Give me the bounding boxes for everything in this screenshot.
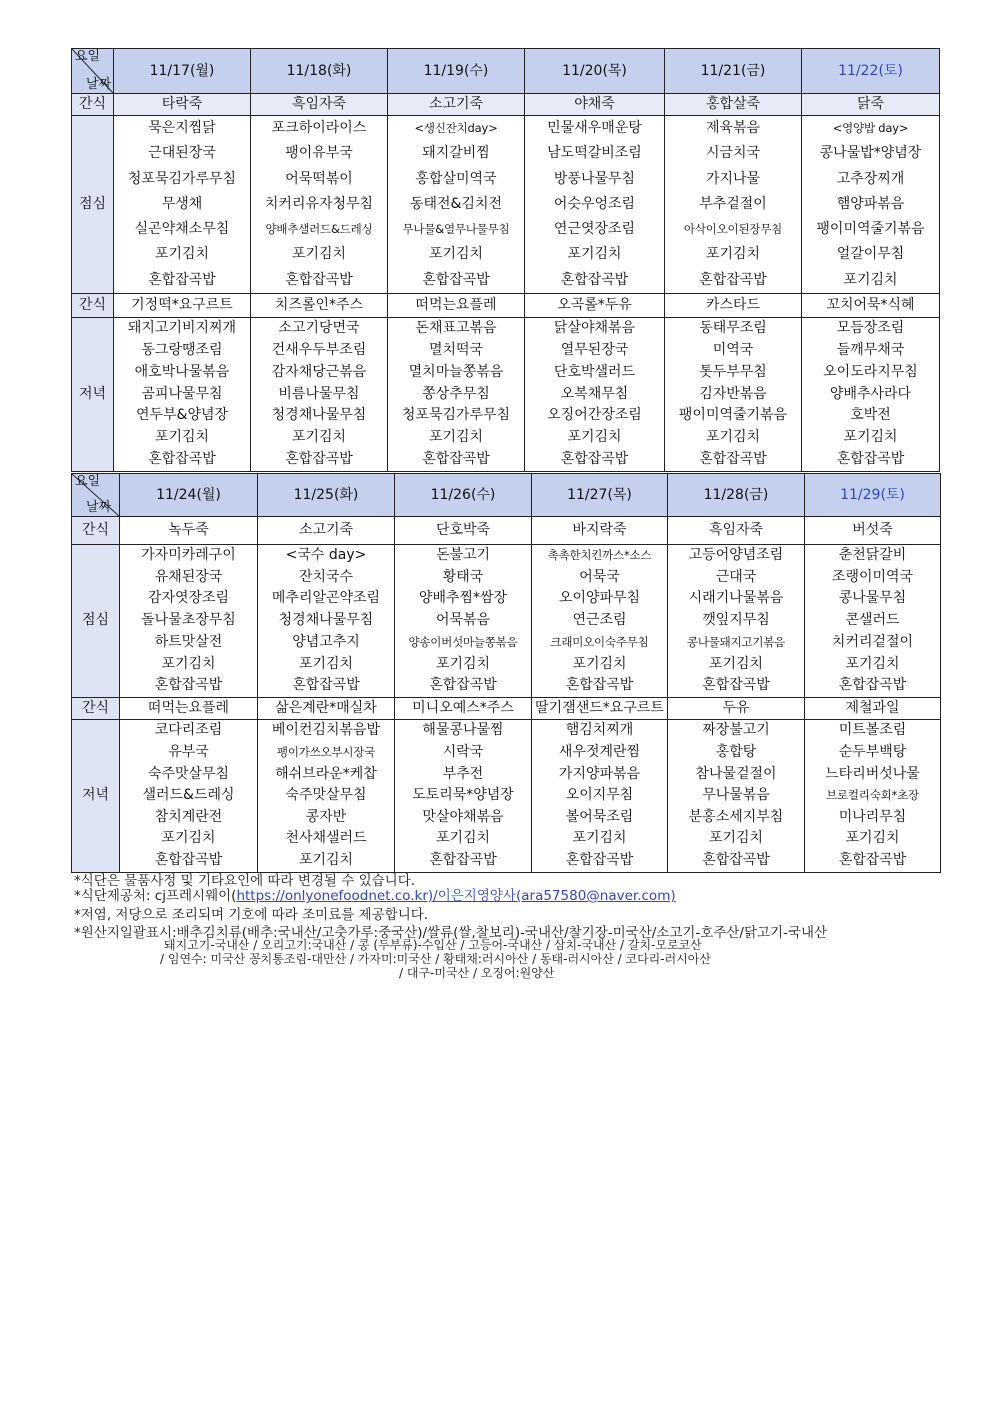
menu-item: 포기김치 — [154, 429, 210, 446]
date-header: 11/25(화) — [258, 474, 395, 517]
menu-item: 오이지무침 — [565, 787, 634, 804]
menu-item: 숙주맛살무침 — [147, 765, 230, 782]
menu-item: 고추장찌개 — [836, 170, 905, 187]
menu-item: 포기김치 — [298, 851, 354, 868]
menu-item: 김자반볶음 — [699, 385, 767, 402]
menu-item: 홍합탕 — [715, 743, 757, 760]
row-label-snack: 간식 — [72, 697, 120, 719]
row-label-dinner: 저녁 — [72, 719, 120, 872]
menu-item: 포기김치 — [567, 246, 622, 263]
menu-item: <영양밥 day> — [832, 121, 909, 135]
menu-item: 혼합잡곡밥 — [836, 451, 905, 468]
menu-item: 포기김치 — [154, 246, 210, 263]
menu-item: 팽이유부국 — [285, 145, 353, 162]
dinner-cell — [395, 719, 532, 872]
dinner-cell — [120, 719, 258, 872]
snack-cell: 흑임자죽 — [668, 517, 805, 545]
menu-item: 멸치떡국 — [428, 342, 484, 359]
snack-cell: 바지락죽 — [532, 517, 668, 545]
menu-item: 숙주맛살무침 — [285, 787, 367, 804]
menu-item: 양념고추지 — [292, 633, 360, 650]
menu-item: 멸치마늘쫑볶음 — [408, 363, 504, 380]
menu-item: 감자엿장조림 — [147, 590, 230, 607]
menu-item: 콩자반 — [305, 808, 347, 825]
menu-item: 혼합잡곡밥 — [429, 851, 497, 868]
menu-item: 어묵국 — [579, 568, 620, 585]
menu-item: 포기김치 — [843, 271, 898, 288]
snack-cell: 꼬치어묵*식혜 — [802, 294, 940, 318]
date-header-saturday: 11/22(토) — [802, 49, 940, 94]
menu-item: 팽이미역줄기볶음 — [816, 221, 925, 238]
snack-cell: 야채죽 — [525, 94, 665, 116]
note-provider — [74, 884, 676, 904]
menu-item: 분홍소세지부침 — [688, 808, 784, 825]
menu-item: 조랭이미역국 — [831, 568, 914, 585]
menu-item: 혼합잡곡밥 — [560, 451, 629, 468]
menu-item: 가지나물 — [705, 170, 761, 187]
snack-cell: 오곡롤*두유 — [525, 294, 665, 318]
snack-cell: 닭죽 — [802, 94, 940, 116]
menu-item: 포기김치 — [567, 429, 622, 446]
menu-item: 오이도라지무침 — [823, 363, 918, 380]
menu-item: 혼합잡곡밥 — [148, 451, 216, 468]
row-label-snack: 간식 — [72, 294, 114, 318]
snack-cell: 홍합살죽 — [665, 94, 802, 116]
menu-item: 크래미오이숙주무침 — [550, 634, 649, 649]
lunch-cell — [120, 545, 258, 698]
menu-item: 어묵볶음 — [435, 612, 491, 629]
menu-item: 열무된장국 — [560, 342, 629, 359]
date-header: 11/28(금) — [668, 474, 805, 517]
day-date-corner-header — [72, 474, 120, 517]
menu-item: 새우젓계란찜 — [558, 743, 641, 760]
snack-cell: 카스타드 — [665, 294, 802, 318]
dinner-cell — [525, 318, 665, 472]
menu-item: 양송이버섯마늘쫑볶음 — [408, 634, 518, 649]
snack-cell: 버섯죽 — [805, 517, 941, 545]
menu-item: 콩나물돼지고기볶음 — [686, 634, 786, 649]
menu-item: 오징어간장조림 — [547, 407, 642, 424]
snack-cell: 두유 — [668, 697, 805, 719]
menu-item: 양배추찜*쌈장 — [418, 590, 508, 607]
menu-item: 혼합잡곡밥 — [565, 677, 634, 694]
menu-item: 포기김치 — [845, 830, 900, 847]
menu-item: 제육볶음 — [705, 120, 761, 136]
menu-item: 메추리알곤약조림 — [271, 590, 381, 607]
week-2-menu-table — [71, 473, 941, 873]
menu-item: 팽이가쓰오부시장국 — [276, 744, 376, 759]
snack-cell: 단호박죽 — [395, 517, 532, 545]
menu-item: 혼합잡곡밥 — [285, 271, 353, 288]
dinner-cell — [802, 318, 940, 472]
menu-item: 혼합잡곡밥 — [422, 271, 490, 288]
menu-item: 포기김치 — [161, 655, 216, 672]
menu-item: 해쉬브라운*케찹 — [275, 765, 377, 782]
lunch-cell — [805, 545, 941, 698]
snack-cell: 치즈롤인*주스 — [251, 294, 388, 318]
menu-item: 민물새우매운탕 — [547, 120, 642, 136]
menu-item: 양배추샐러드&드레싱 — [265, 222, 373, 237]
menu-item: 햄김치찌개 — [565, 722, 634, 739]
menu-item: 미나리무침 — [838, 808, 907, 825]
snack-cell: 제철과일 — [805, 697, 941, 719]
menu-item: 춘천닭갈비 — [838, 547, 907, 563]
menu-item: 고등어양념조림 — [688, 547, 784, 563]
lunch-cell — [668, 545, 805, 698]
date-header: 11/24(월) — [120, 474, 258, 517]
date-header: 11/20(목) — [525, 49, 665, 94]
menu-item: 혼합잡곡밥 — [699, 451, 767, 468]
date-label: 날짜 — [86, 77, 112, 92]
date-header: 11/19(수) — [388, 49, 525, 94]
menu-item: 동태무조림 — [699, 320, 767, 337]
menu-item: 모듬장조림 — [836, 320, 905, 337]
lunch-cell — [395, 545, 532, 698]
menu-item: 맛살야채볶음 — [422, 808, 504, 825]
menu-item: 단호박샐러드 — [553, 363, 636, 380]
menu-item: 혼합잡곡밥 — [422, 451, 490, 468]
menu-item: 무나물볶음 — [702, 787, 770, 804]
menu-item: 돼지고기비지찌개 — [127, 320, 237, 337]
lunch-cell — [802, 116, 940, 294]
menu-item: 팽이미역줄기볶음 — [678, 407, 788, 424]
menu-item: 가지양파볶음 — [558, 765, 641, 782]
menu-item: 포기김치 — [708, 830, 764, 847]
menu-item: 포기김치 — [291, 246, 347, 263]
dinner-cell — [114, 318, 251, 472]
dinner-cell — [805, 719, 941, 872]
menu-item: 샐러드&드레싱 — [142, 787, 235, 804]
menu-item: 청경채나물무침 — [271, 407, 367, 424]
menu-item: 짜장불고기 — [702, 722, 770, 739]
menu-item: 청포묵김가루무침 — [127, 170, 237, 187]
menu-item: 얼갈이무침 — [836, 246, 905, 263]
menu-item: 청경채나물무침 — [278, 612, 374, 629]
weekday-label: 요일 — [75, 49, 101, 64]
menu-item: 톳두부무침 — [699, 363, 767, 380]
menu-item: 콘샐러드 — [845, 612, 900, 629]
menu-item: 베이컨김치볶음밥 — [271, 722, 381, 739]
menu-item: 포기김치 — [572, 655, 627, 672]
menu-item: 치커리유자청무침 — [264, 195, 374, 212]
menu-item: 어묵떡볶이 — [285, 170, 353, 187]
menu-item: 혼합잡곡밥 — [285, 451, 353, 468]
menu-item: 치커리겉절이 — [831, 633, 914, 650]
menu-item: 유채된장국 — [154, 568, 223, 585]
menu-item: 연근조림 — [572, 612, 627, 629]
menu-item: 천사채샐러드 — [285, 830, 367, 847]
menu-item: 혼합잡곡밥 — [560, 271, 629, 288]
provider-link[interactable]: https://onlyonefoodnet.co.kr)/이은지영양사(ara57580@naver.com) — [236, 888, 676, 904]
menu-item: 연근엿장조림 — [553, 221, 636, 238]
lunch-cell — [388, 116, 525, 294]
menu-item: 시래기나물볶음 — [688, 590, 784, 607]
dinner-cell — [258, 719, 395, 872]
menu-item: 포기김치 — [845, 655, 900, 672]
menu-item: 포기김치 — [428, 429, 484, 446]
snack-cell: 기정떡*요구르트 — [114, 294, 251, 318]
menu-item: 도토리묵*양념장 — [412, 787, 514, 804]
snack-cell: 떠먹는요플레 — [388, 294, 525, 318]
menu-item: 미역국 — [712, 342, 754, 359]
snack-cell: 딸기잼샌드*요구르트 — [532, 697, 668, 719]
menu-item: 시금치국 — [705, 145, 761, 162]
origin-line-4: / 대구-미국산 / 오징어:원양산 — [399, 966, 555, 980]
lunch-cell — [665, 116, 802, 294]
row-label-snack: 간식 — [72, 517, 120, 545]
menu-item: 촉촉한치킨까스*소스 — [547, 548, 652, 562]
menu-item: 콩나물무침 — [838, 590, 907, 607]
menu-item: 가자미카레구이 — [141, 547, 236, 563]
menu-item: 미트볼조림 — [838, 722, 907, 739]
menu-item: 혼합잡곡밥 — [702, 851, 770, 868]
menu-item: 혼합잡곡밥 — [148, 271, 216, 288]
menu-item: 콩나물밥*양념장 — [819, 145, 922, 162]
menu-item: 돌나물초장무침 — [141, 612, 236, 629]
menu-item: 돈채표고볶음 — [415, 320, 497, 337]
menu-item: 돈불고기 — [435, 547, 491, 563]
lunch-cell — [251, 116, 388, 294]
menu-item: 순두부백탕 — [838, 743, 907, 760]
menu-item: 브로컬리숙회*초장 — [826, 788, 919, 803]
menu-item: 비름나물무침 — [278, 385, 360, 402]
menu-item: 동그랑땡조림 — [141, 342, 223, 359]
menu-item: 유부국 — [168, 743, 209, 760]
menu-item: 포기김치 — [428, 246, 484, 263]
menu-item: 포기김치 — [572, 830, 627, 847]
menu-item: 무나물&열무나물무침 — [402, 222, 510, 237]
menu-item: 아삭이오이된장무침 — [683, 222, 783, 237]
menu-item: 소고기당면국 — [278, 320, 360, 337]
menu-item: 포기김치 — [708, 655, 764, 672]
date-header-saturday: 11/29(토) — [805, 474, 941, 517]
menu-item: 느타리버섯나물 — [825, 765, 920, 782]
menu-item: 포기김치 — [843, 429, 898, 446]
menu-item: <국수 day> — [285, 547, 367, 563]
menu-item: 근대된장국 — [148, 145, 216, 162]
menu-item: 황태국 — [442, 568, 484, 585]
menu-item: 들깨무채국 — [836, 342, 905, 359]
snack-cell: 녹두죽 — [120, 517, 258, 545]
menu-item: 참치계란전 — [154, 808, 223, 825]
menu-item: 건새우두부조림 — [271, 342, 367, 359]
date-header: 11/21(금) — [665, 49, 802, 94]
menu-item: 포기김치 — [291, 429, 347, 446]
menu-item: 포기김치 — [705, 429, 761, 446]
date-header: 11/17(월) — [114, 49, 251, 94]
lunch-cell — [532, 545, 668, 698]
dinner-cell — [251, 318, 388, 472]
origin-line-3: / 임연수: 미국산 꽁치통조림-대만산 / 가자미:미국산 / 황태채:러시아산 / 동태-러시아산 / 코다리-러시아산 — [160, 952, 711, 966]
day-date-corner-header — [72, 49, 114, 94]
menu-item: 깻잎지무침 — [702, 612, 770, 629]
menu-item: 해물콩나물찜 — [422, 722, 504, 739]
menu-item: 포기김치 — [435, 830, 491, 847]
menu-item: 애호박나물볶음 — [134, 363, 230, 380]
snack-cell: 소고기죽 — [388, 94, 525, 116]
note-low-salt: *저염, 저당으로 조리되며 기호에 따라 조미료를 제공합니다. — [74, 907, 429, 923]
weekday-label: 요일 — [75, 474, 101, 489]
menu-item: 오이양파무침 — [558, 590, 641, 607]
origin-line-2: 돼지고기-국내산 / 오리고기:국내산 / 콩 (두부류)-수입산 / 고등어-국내산 / 삼치-국내산 / 갈치-모로코산 — [164, 938, 702, 952]
menu-item: 혼합잡곡밥 — [429, 677, 497, 694]
menu-item: 참나물겉절이 — [695, 765, 777, 782]
menu-item: 곰피나물무침 — [141, 385, 223, 402]
menu-item: 혼합잡곡밥 — [838, 677, 907, 694]
menu-item: 연두부&양념장 — [135, 407, 229, 424]
row-label-lunch: 점심 — [72, 545, 120, 698]
dinner-cell — [665, 318, 802, 472]
snack-cell: 떠먹는요플레 — [120, 697, 258, 719]
lunch-cell — [258, 545, 395, 698]
menu-item: <생신잔치day> — [414, 121, 498, 135]
menu-item: 근대국 — [715, 568, 757, 585]
menu-item: 방풍나물무침 — [553, 170, 636, 187]
menu-item: 포기김치 — [435, 655, 491, 672]
snack-cell: 흑임자죽 — [251, 94, 388, 116]
lunch-cell — [114, 116, 251, 294]
menu-item: 동태전&김치전 — [409, 195, 503, 212]
menu-item: 남도떡갈비조림 — [547, 145, 642, 162]
menu-item: 감자채당근볶음 — [271, 363, 367, 380]
menu-item: 햄양파볶음 — [836, 195, 905, 212]
dinner-cell — [532, 719, 668, 872]
menu-item: 묵은지찜닭 — [148, 120, 216, 136]
menu-item: 포기김치 — [298, 655, 354, 672]
menu-item: 부추전 — [442, 765, 484, 782]
menu-item: 시락국 — [442, 743, 484, 760]
menu-item: 포크하이라이스 — [271, 120, 367, 136]
menu-item: 혼합잡곡밥 — [154, 677, 223, 694]
row-label-lunch: 점심 — [72, 116, 114, 294]
menu-item: 닭살야채볶음 — [553, 320, 636, 337]
menu-item: 코다리조림 — [154, 722, 223, 739]
dinner-cell — [388, 318, 525, 472]
menu-item: 잔치국수 — [298, 568, 354, 585]
menu-item: 혼합잡곡밥 — [565, 851, 634, 868]
menu-item: 포기김치 — [161, 830, 216, 847]
menu-item: 하트맛살전 — [154, 633, 223, 650]
menu-item: 혼합잡곡밥 — [699, 271, 767, 288]
date-header: 11/27(목) — [532, 474, 668, 517]
menu-item: 혼합잡곡밥 — [154, 851, 223, 868]
row-label-dinner: 저녁 — [72, 318, 114, 472]
menu-item: 혼합잡곡밥 — [702, 677, 770, 694]
menu-item: 오복채무침 — [560, 385, 629, 402]
menu-item: 돼지갈비찜 — [422, 145, 490, 162]
date-header: 11/18(화) — [251, 49, 388, 94]
snack-cell: 미니오예스*주스 — [395, 697, 532, 719]
menu-item: 청포묵김가루무침 — [401, 407, 511, 424]
menu-item: 호박전 — [850, 407, 891, 424]
origin-line-1: *원산지일괄표시:배추김치류(배추:국내산/고춧가루:중국산)/쌀류(쌀,찰보리)-국내산/찰기장-미국산/소고기-호주산/닭고기-국내산 — [74, 925, 828, 941]
snack-cell: 타락죽 — [114, 94, 251, 116]
note-provider-prefix: *식단제공처: cj프레시웨이( — [74, 888, 237, 904]
menu-item: 부추겉절이 — [699, 195, 767, 212]
menu-item: 혼합잡곡밥 — [292, 677, 360, 694]
menu-item: 쫑상추무침 — [422, 385, 490, 402]
note-change-notice: *식단은 물품사정 및 기타요인에 따라 변경될 수 있습니다. — [74, 873, 416, 889]
menu-item: 무생채 — [161, 195, 203, 212]
menu-item: 혼합잡곡밥 — [838, 851, 907, 868]
date-header: 11/26(수) — [395, 474, 532, 517]
menu-item: 양배추사라다 — [829, 385, 912, 402]
date-label: 날짜 — [86, 500, 112, 515]
menu-item: 어슷우엉조림 — [553, 195, 636, 212]
row-label-snack: 간식 — [72, 94, 114, 116]
snack-cell: 삶은계란*매실차 — [258, 697, 395, 719]
week-1-menu-table — [71, 48, 940, 472]
lunch-cell — [525, 116, 665, 294]
snack-cell: 소고기죽 — [258, 517, 395, 545]
menu-item: 볼어묵조림 — [565, 808, 634, 825]
dinner-cell — [668, 719, 805, 872]
menu-item: 실곤약채소무침 — [134, 221, 230, 238]
menu-item: 포기김치 — [705, 246, 761, 263]
menu-item: 홍합살미역국 — [415, 170, 497, 187]
